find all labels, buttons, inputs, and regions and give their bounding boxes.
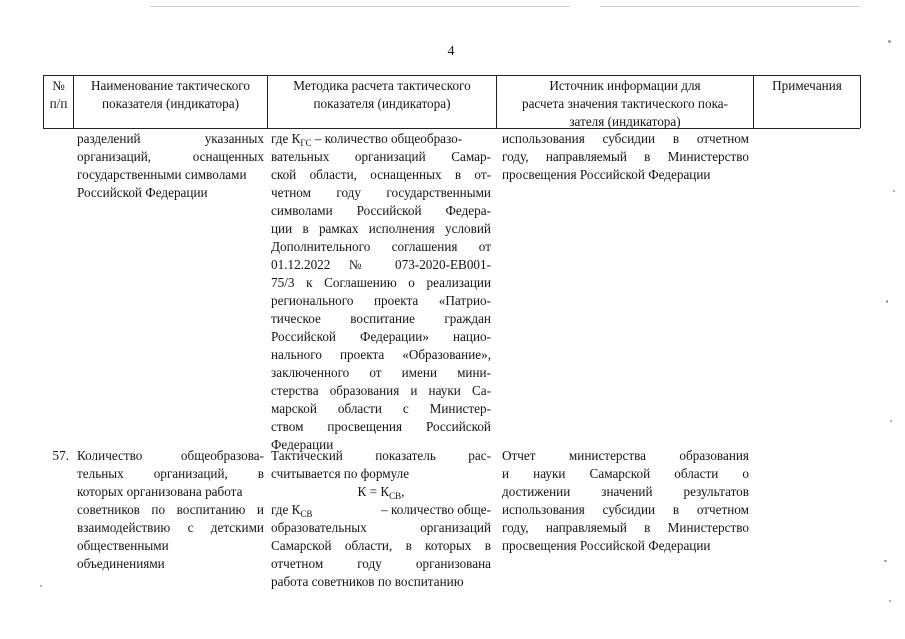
scan-speck xyxy=(889,600,891,602)
scan-edge-line xyxy=(600,6,860,7)
scan-speck xyxy=(886,300,888,303)
page-number: 4 xyxy=(447,44,455,59)
scan-speck xyxy=(893,190,895,192)
table-col-border xyxy=(860,75,861,128)
continued-method-cell: где $К_{ГС}$ – количество общеобразо- вательных организаций Самар- ской области, оснащенных в от- четном году государственными символами Российской Федера- ции в рамках исполнения условий Дополнительного соглашения от 01.12.2022 № 073-2020-ЕВ001- 75/3 к Соглашению о реализации регионального проекта «Патрио- тическое воспитание граждан Российской Федерации» нацио- нального проекта «Образование», заключенного от имени мини- стерства образования и науки Са- марской области с Министер- ством просвещения Российской Федерации xyxy=(271,131,491,452)
row-57-method-cell: Тактический показатель рас- считывается по формуле $К = К_{СВ}$, где $К_{СВ}$ – количество обще- образовательных организаций Самарской области, в которых в отчетном году организована работа советников по воспитанию xyxy=(271,448,491,589)
where-line: где $К_{СВ}$ – количество обще- xyxy=(271,502,491,519)
table-rule-top xyxy=(43,75,860,76)
continued-source-cell: использования субсидии в отчетном году, направляемый в Министерство просвещения Российской Федерации xyxy=(502,131,749,182)
header-notes: Примечания xyxy=(772,78,842,93)
header-name: Наименование тактического показателя (индикатора) xyxy=(91,78,250,111)
row-57-number: 57. xyxy=(52,448,69,463)
header-source: Источник информации для расчета значения тактического пока- зателя (индикатора) xyxy=(521,78,729,129)
method-first-line: где $К_{ГС}$ – количество общеобразо- xyxy=(271,131,463,148)
scan-speck xyxy=(884,560,887,562)
scan-speck xyxy=(890,420,892,422)
row-57-name-cell: Количество общеобразова- тельных организаций, в которых организована работа советников по воспитанию и взаимодействию с детскими общественными объединениями xyxy=(77,448,264,571)
header-method: Методика расчета тактического показателя (индикатора) xyxy=(293,78,471,111)
scan-speck xyxy=(888,40,891,43)
header-num: № п/п xyxy=(49,78,68,111)
scan-speck xyxy=(40,585,42,587)
continued-name-cell: разделений указанных организаций, оснащенных государственными символами Российской Федерации xyxy=(77,131,264,200)
formula: $К = К_{СВ}$, xyxy=(357,484,405,501)
row-57-source-cell: Отчет министерства образования и науки Самарской области о достижении значений результатов использования субсидии в отчетном году, направляемый в Министерство просвещения Российской Федерации xyxy=(502,448,749,553)
scan-edge-line xyxy=(150,6,570,7)
